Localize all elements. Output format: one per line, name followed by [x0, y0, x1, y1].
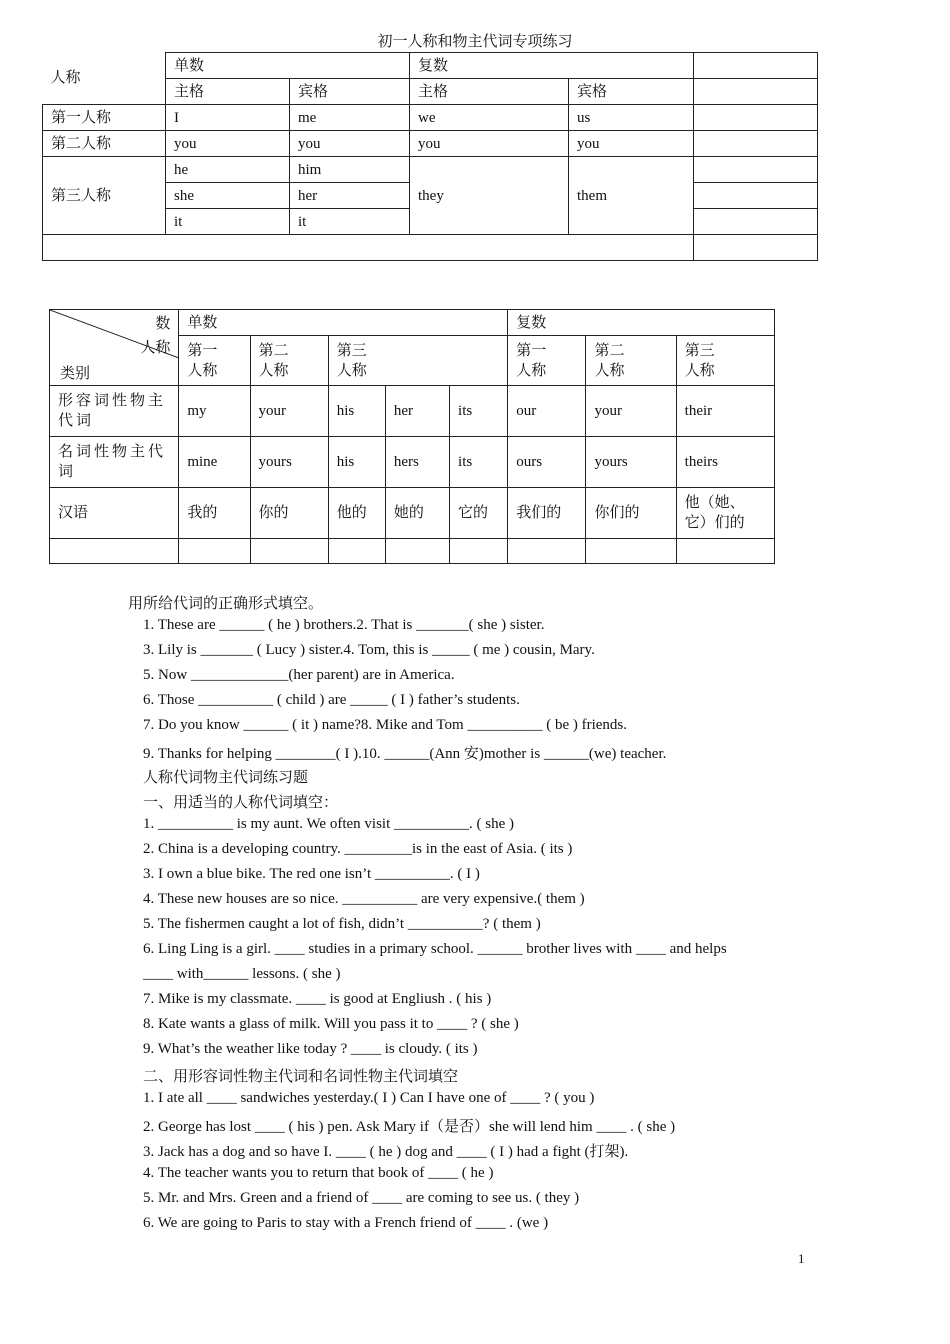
exercise-line: 3. Lily is _______ ( Lucy ) sister.4. Tom, this is _____ ( me ) cousin, Mary. [143, 642, 595, 658]
personal-pronoun-table [42, 52, 818, 261]
corner-number-label: 数 [155, 316, 171, 332]
cell: us [569, 105, 694, 131]
singular-header: 单数 [166, 53, 410, 79]
row-label-third: 第三人称 [43, 157, 166, 235]
possessive-pronoun-table [49, 309, 775, 564]
singular-header: 单数 [179, 310, 508, 336]
first-person-header: 第一 人称 [508, 336, 586, 386]
empty-cell [676, 539, 774, 564]
exercise-line: 2. China is a developing country. _________is in the east of Asia. ( its ) [143, 841, 573, 857]
cell: 你的 [250, 488, 328, 539]
cell: you [410, 131, 569, 157]
extra-cell [694, 235, 818, 261]
empty-cell [586, 539, 676, 564]
exercise-line: 5. The fishermen caught a lot of fish, didn’t __________? ( them ) [143, 916, 541, 932]
extra-cell [694, 157, 818, 183]
empty-cell [508, 539, 586, 564]
plural-header: 复数 [410, 53, 694, 79]
cell: 我们的 [508, 488, 586, 539]
exercise-line: 3. Jack has a dog and so have I. ____ ( he ) dog and ____ ( I ) had a fight (打架). [143, 1144, 629, 1160]
third-person-header: 第三 人称 [676, 336, 774, 386]
cell: she [166, 183, 290, 209]
exercise-line: 9. What’s the weather like today ? ____ is cloudy. ( its ) [143, 1041, 478, 1057]
extra-cell [694, 131, 818, 157]
exercise-line: 4. The teacher wants you to return that book of ____ ( he ) [143, 1165, 494, 1181]
section-heading: 人称代词物主代词练习题 [143, 770, 309, 786]
empty-cell [385, 539, 449, 564]
empty-cell [179, 539, 250, 564]
cell: your [586, 386, 676, 437]
first-person-header: 第一 人称 [179, 336, 250, 386]
exercise-line: 7. Mike is my classmate. ____ is good at Engliush . ( his ) [143, 991, 492, 1007]
chinese-label: 汉语 [50, 488, 179, 539]
cell: me [290, 105, 410, 131]
cell: his [328, 437, 385, 488]
exercise-line: 4. These new houses are so nice. __________ are very expensive.( them ) [143, 891, 585, 907]
cell: her [290, 183, 410, 209]
empty-row [43, 235, 694, 261]
cell: their [676, 386, 774, 437]
cell: yours [586, 437, 676, 488]
empty-cell [250, 539, 328, 564]
cell: his [328, 386, 385, 437]
noun-possessive-label: 名词性物主代词 [50, 437, 179, 488]
cell: its [450, 386, 508, 437]
cell: it [290, 209, 410, 235]
page-number: 1 [798, 1251, 805, 1266]
exercise-line: 2. George has lost ____ ( his ) pen. Ask Mary if（是否）she will lend him ____ . ( she ) [143, 1119, 676, 1135]
cell: its [450, 437, 508, 488]
cell: you [290, 131, 410, 157]
third-person-header: 第三 人称 [328, 336, 508, 386]
corner-person-label: 人称 [140, 340, 171, 356]
cell: him [290, 157, 410, 183]
extra-cell [694, 183, 818, 209]
cell: they [410, 157, 569, 235]
exercise-line: 6. Ling Ling is a girl. ____ studies in a primary school. ______ brother lives with ____ and helps [143, 941, 727, 957]
exercise-line: 1. I ate all ____ sandwiches yesterday.( I ) Can I have one of ____ ? ( you ) [143, 1090, 595, 1106]
cell: 它的 [450, 488, 508, 539]
cell: your [250, 386, 328, 437]
empty-cell [450, 539, 508, 564]
adjective-possessive-label: 形容词性物主代词 [50, 386, 179, 437]
cell: my [179, 386, 250, 437]
exercise-line: 1. __________ is my aunt. We often visit __________. ( she ) [143, 816, 514, 832]
subject-header: 主格 [410, 79, 569, 105]
cell: he [166, 157, 290, 183]
exercise-line: 3. I own a blue bike. The red one isn’t __________. ( I ) [143, 866, 480, 882]
object-header: 宾格 [569, 79, 694, 105]
exercise-line: 5. Mr. and Mrs. Green and a friend of ____ are coming to see us. ( they ) [143, 1190, 580, 1206]
instruction: 用所给代词的正确形式填空。 [128, 596, 324, 612]
exercise-line: 1. These are ______ ( he ) brothers.2. That is _______( she ) sister. [143, 617, 545, 633]
object-header: 宾格 [290, 79, 410, 105]
empty-cell [50, 539, 179, 564]
second-person-header: 第二 人称 [250, 336, 328, 386]
plural-header: 复数 [508, 310, 775, 336]
row-label-second: 第二人称 [43, 131, 166, 157]
cell: our [508, 386, 586, 437]
cell: it [166, 209, 290, 235]
cell: 我的 [179, 488, 250, 539]
exercise-line: 7. Do you know ______ ( it ) name?8. Mike and Tom __________ ( be ) friends. [143, 717, 628, 733]
corner-cell [50, 310, 179, 386]
exercise-line: ____ with______ lessons. ( she ) [143, 966, 341, 982]
extra-cell [694, 105, 818, 131]
extra-cell [694, 79, 818, 105]
empty-cell [328, 539, 385, 564]
cell: yours [250, 437, 328, 488]
cell: 你们的 [586, 488, 676, 539]
part-heading: 一、用适当的人称代词填空： [143, 795, 339, 811]
cell: theirs [676, 437, 774, 488]
cell: you [166, 131, 290, 157]
cell: I [166, 105, 290, 131]
cell: mine [179, 437, 250, 488]
exercise-line: 6. We are going to Paris to stay with a French friend of ____ . (we ) [143, 1215, 549, 1231]
subject-header: 主格 [166, 79, 290, 105]
exercise-line: 8. Kate wants a glass of milk. Will you pass it to ____ ? ( she ) [143, 1016, 519, 1032]
page-title: 初一人称和物主代词专项练习 [377, 34, 573, 50]
extra-cell [694, 209, 818, 235]
exercise-line: 6. Those __________ ( child ) are _____ ( I ) father’s students. [143, 692, 520, 708]
cell: 她的 [385, 488, 449, 539]
cell: ours [508, 437, 586, 488]
cell: her [385, 386, 449, 437]
cell: 他（她、它）们的 [676, 488, 774, 539]
cell: we [410, 105, 569, 131]
cell: hers [385, 437, 449, 488]
cell: them [569, 157, 694, 235]
cell: 他的 [328, 488, 385, 539]
corner-category-label: 类别 [60, 366, 91, 382]
exercise-line: 5. Now _____________(her parent) are in America. [143, 667, 455, 683]
exercise-line: 9. Thanks for helping ________( I ).10. ______(Ann 安)mother is ______(we) teacher. [143, 746, 667, 762]
part-heading: 二、用形容词性物主代词和名词性物主代词填空 [143, 1069, 459, 1085]
second-person-header: 第二 人称 [586, 336, 676, 386]
row-label-first: 第一人称 [43, 105, 166, 131]
extra-cell [694, 53, 818, 79]
person-header: 人称 [43, 53, 166, 105]
cell: you [569, 131, 694, 157]
